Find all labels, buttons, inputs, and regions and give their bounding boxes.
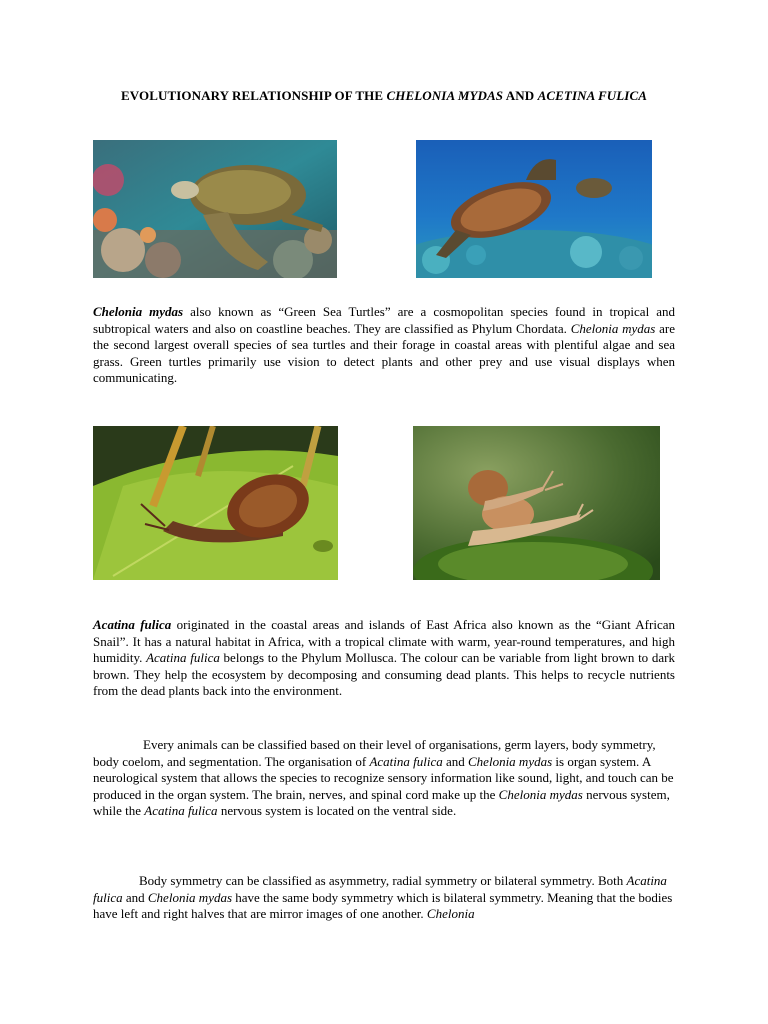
document-title <box>60 88 708 104</box>
title-prefix: EVOLUTIONARY RELATIONSHIP OF THE <box>120 88 387 103</box>
paragraph-symmetry-italic-2: Chelonia mydas <box>147 889 233 905</box>
turtle-swimming-image <box>416 140 652 278</box>
title-species-1: CHELONIA MYDAS <box>386 88 504 103</box>
paragraph-symmetry-text-3: have the same body symmetry which is bilateral symmetry. Meaning that the bodies have left and right halves that are mirror images of one another. <box>93 889 673 921</box>
title-species-2: ACETINA FULICA <box>537 88 647 103</box>
paragraph-chelonia <box>93 304 675 387</box>
paragraph-acatina-lead: Acatina fulica <box>93 617 172 632</box>
paragraph-acatina <box>93 617 675 700</box>
paragraph-organisation-text: Every animals can be classified based on their level of organisations, germ layers, body symmetry, body coelom, and segmentation. The organisation of <box>93 737 656 769</box>
paragraph-symmetry-italic-3: Chelonia <box>426 906 475 921</box>
paragraph-acatina-text: originated in the coastal areas and islands of East Africa also known as the “Giant African Snail”. It has a natural habitat in Africa, with a tropical climate with warm, year-round temperatures, and high humidity. <box>93 617 675 665</box>
paragraph-organisation-text-4: nervous system, while the <box>93 786 670 818</box>
paragraph-organisation-text-5: nervous system is located on the ventral side. <box>217 803 457 818</box>
paragraph-organisation-italic-1: Acatina fulica <box>369 753 443 769</box>
paragraph-chelonia-text: also known as “Green Sea Turtles” are a cosmopolitan species found in tropical and subtropical waters and also on coastline beaches. They are classified as Phylum Chordata. <box>93 304 675 336</box>
snail-leaf-image <box>93 426 338 580</box>
paragraph-acatina-italic: Acatina fulica <box>146 650 220 665</box>
paragraph-organisation-text-3: is organ system. A neurological system that allows the species to recognize sensory information like sound, light, and touch can be produced in the organ system. The brain, nerves, and spinal cord make up the <box>93 753 674 802</box>
paragraph-chelonia-lead: Chelonia mydas <box>93 304 184 319</box>
paragraph-acatina-text-2: belongs to the Phylum Mollusca. The colour can be variable from light brown to dark brown. They help the ecosystem by decomposing and consuming dead plants. This helps to recycle nutrients from the dead plants back into the environment. <box>93 650 675 698</box>
snails-moss-image <box>413 426 660 580</box>
paragraph-symmetry-text-2: and <box>122 889 148 905</box>
paragraph-organisation-italic-3: Chelonia mydas <box>498 786 583 802</box>
title-middle: AND <box>503 88 538 103</box>
paragraph-symmetry <box>93 873 675 923</box>
paragraph-organisation <box>93 737 675 820</box>
paragraph-symmetry-italic-1: Acatina fulica <box>93 873 667 905</box>
paragraph-organisation-italic-2: Chelonia mydas <box>468 753 553 769</box>
paragraph-symmetry-text: Body symmetry can be classified as asymmetry, radial symmetry or bilateral symmetry. Both <box>139 873 627 888</box>
paragraph-chelonia-text-2: are the second largest overall species of sea turtles and their forage in coastal areas with plentiful algae and sea grass. Green turtles primarily use vision to detect plants and other prey and use visual displays when communicating. <box>93 320 675 385</box>
paragraph-chelonia-italic: Chelonia mydas <box>570 320 656 336</box>
paragraph-organisation-text-2: and <box>442 753 469 769</box>
turtle-reef-image <box>93 140 337 278</box>
paragraph-organisation-italic-4: Acatina fulica <box>144 803 218 818</box>
